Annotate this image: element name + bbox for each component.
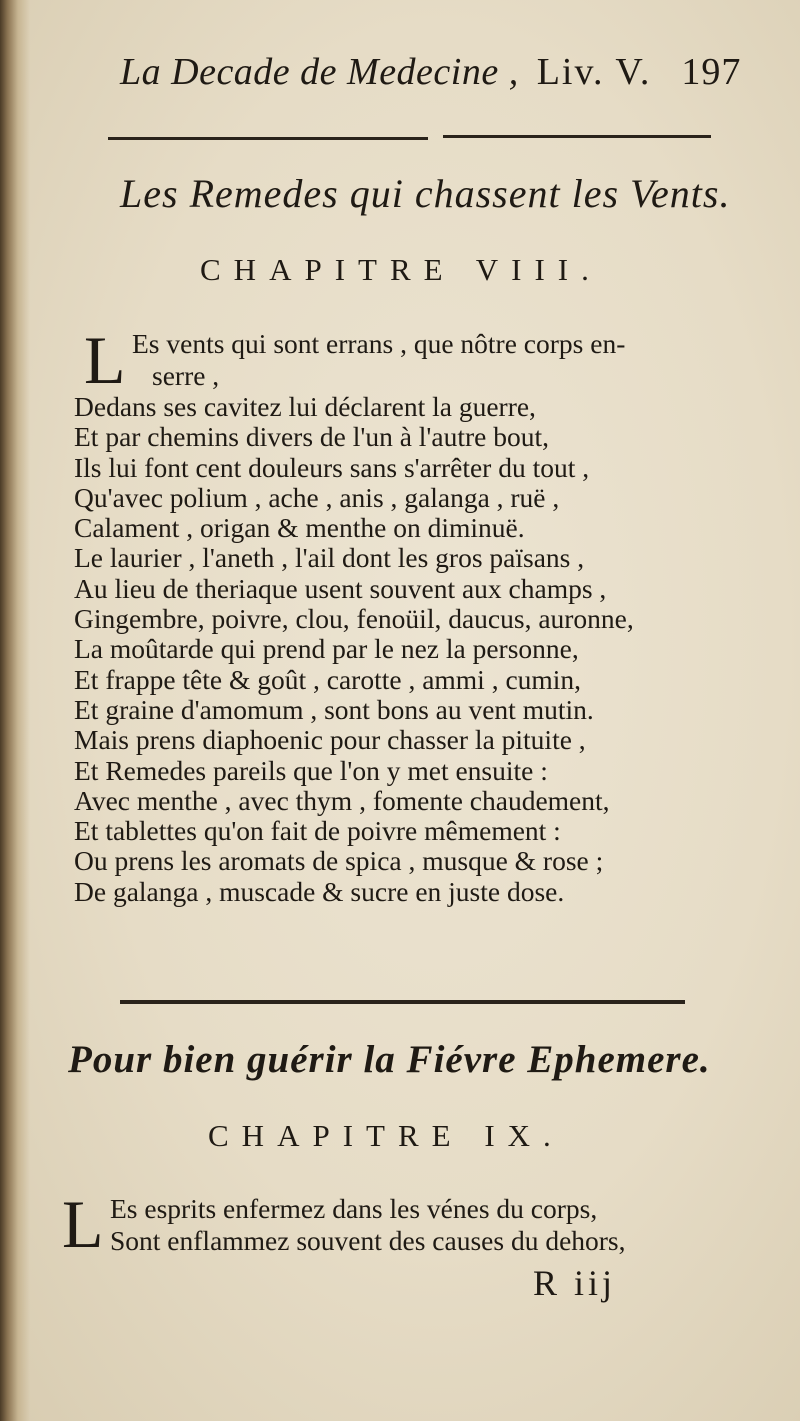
header-rule-left bbox=[108, 137, 428, 140]
drop-cap: L bbox=[62, 1186, 104, 1262]
verse-line: Et graine d'amomum , sont bons au vent mutin. bbox=[74, 693, 594, 725]
verse-line: Et frappe tête & goût , carotte , ammi , cumin, bbox=[74, 663, 582, 695]
book-number: Liv. V. bbox=[536, 51, 652, 93]
verse-first-line: Es vents qui sont errans , que nôtre corps en- bbox=[132, 328, 626, 359]
verse-line: Le laurier , l'aneth , l'ail dont les gros païsans , bbox=[74, 542, 585, 574]
section-divider-rule bbox=[120, 1000, 685, 1004]
verse-line: Ou prens les aromats de spica , musque & rose ; bbox=[74, 845, 604, 877]
verse-line: Mais prens diaphoenic pour chasser la pituite , bbox=[74, 724, 586, 756]
chapter-heading-ix: CHAPITRE IX. bbox=[208, 1118, 564, 1153]
verse-second-line: serre , bbox=[152, 360, 220, 391]
running-header bbox=[120, 50, 760, 94]
header-rule-right bbox=[443, 135, 711, 138]
verse-line: Avec menthe , avec thym , fomente chaudement, bbox=[74, 784, 610, 816]
verse-line: Gingembre, poivre, clou, fenoüil, daucus, auronne, bbox=[74, 603, 634, 635]
verse-first-line: Es esprits enfermez dans les vénes du corps, bbox=[110, 1193, 598, 1224]
verse-line: Calament , origan & menthe on diminuë. bbox=[74, 512, 525, 544]
page-number: 197 bbox=[681, 51, 742, 93]
verse-block bbox=[74, 392, 774, 907]
signature-mark: R iij bbox=[533, 1263, 617, 1303]
section-title-fievre: Pour bien guérir la Fiévre Ephemere. bbox=[68, 1038, 711, 1081]
verse-line: Au lieu de theriaque usent souvent aux champs , bbox=[74, 572, 607, 604]
verse-line: Dedans ses cavitez lui déclarent la guerre, bbox=[74, 391, 536, 422]
verse-line: Qu'avec polium , ache , anis , galanga , ruë , bbox=[74, 481, 560, 513]
verse-line: De galanga , muscade & sucre en juste dose. bbox=[74, 875, 565, 907]
verse-second-line: Sont enflammez souvent des causes du dehors, bbox=[110, 1225, 626, 1256]
verse-line: La moûtarde qui prend par le nez la personne, bbox=[74, 633, 579, 665]
section-title-vents: Les Remedes qui chassent les Vents. bbox=[120, 171, 731, 216]
page-gutter bbox=[0, 0, 30, 1421]
verse-line: Ils lui font cent douleurs sans s'arrêter du tout , bbox=[74, 451, 590, 483]
drop-cap: L bbox=[84, 322, 126, 398]
verse-line: Et par chemins divers de l'un à l'autre bout, bbox=[74, 421, 549, 453]
running-title: La Decade de Medecine , bbox=[120, 51, 519, 93]
verse-line: Et tablettes qu'on fait de poivre mêmement : bbox=[74, 815, 561, 847]
chapter-heading-viii: CHAPITRE VIII. bbox=[200, 252, 602, 287]
verse-line: Et Remedes pareils que l'on y met ensuite : bbox=[74, 754, 548, 786]
